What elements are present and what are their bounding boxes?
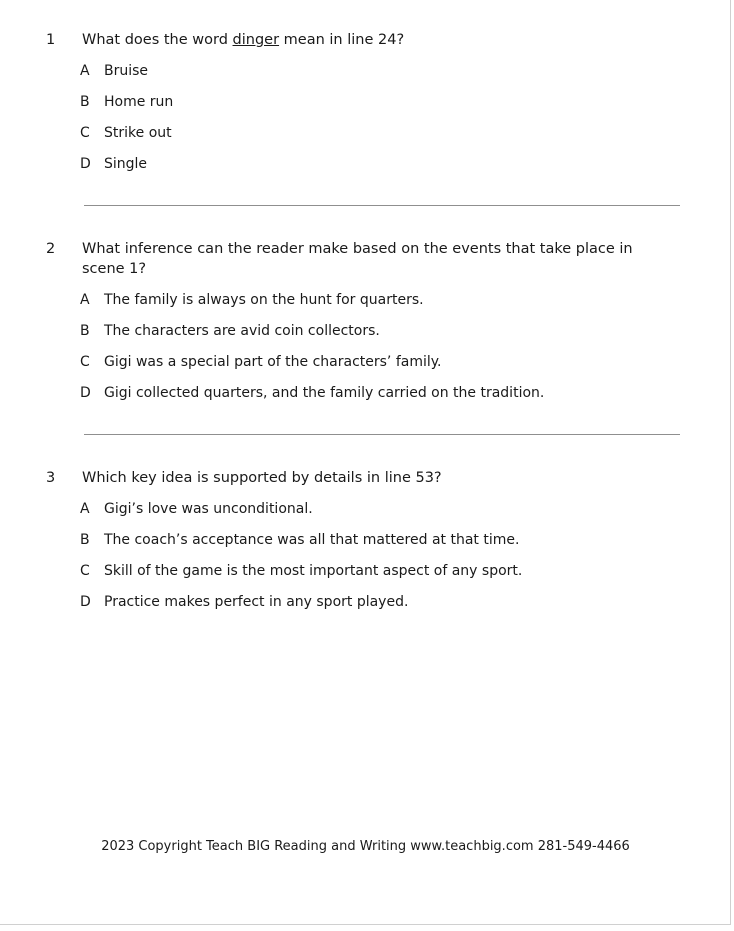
choice-1a-letter: A (80, 63, 90, 79)
choice-3a-letter: A (80, 501, 90, 517)
choice-2c-text: Gigi was a special part of the characters’ family. (104, 354, 442, 370)
choice-3a[interactable] (0, 499, 731, 519)
choice-2d-letter: D (80, 385, 91, 401)
choice-1b-letter: B (80, 94, 90, 110)
choice-1d-letter: D (80, 156, 91, 172)
question-block-1 (0, 0, 731, 174)
choice-2a-text: The family is always on the hunt for quarters. (104, 292, 424, 308)
question-1-heading (0, 30, 731, 50)
spacer-after-question-1 (0, 174, 731, 205)
choice-2b-text: The characters are avid coin collectors. (104, 323, 380, 339)
choice-3d-text: Practice makes perfect in any sport played. (104, 594, 409, 610)
choice-1a[interactable] (0, 61, 731, 81)
choice-1d-text: Single (104, 156, 148, 172)
question-block-3 (0, 435, 731, 612)
question-2-heading (0, 239, 731, 279)
choice-2c[interactable] (0, 352, 731, 372)
question-2-number-text: 2 (46, 241, 56, 257)
choice-2a[interactable] (0, 290, 731, 310)
question-1-prompt (82, 30, 678, 50)
choice-2d[interactable] (0, 383, 731, 403)
choice-1b[interactable] (0, 92, 731, 112)
choice-1b-text: Home run (104, 94, 174, 110)
choice-1c-letter: C (80, 125, 90, 141)
choice-3c-text: Skill of the game is the most important aspect of any sport. (104, 563, 523, 579)
choice-1c-text: Strike out (104, 125, 172, 141)
question-3-number-text: 3 (46, 470, 56, 486)
choice-3d-letter: D (80, 594, 91, 610)
question-2-prompt: What inference can the reader make based on the events that take place in scene 1? (82, 241, 633, 277)
choice-3c[interactable] (0, 561, 731, 581)
choice-3d[interactable] (0, 592, 731, 612)
choice-2b-letter: B (80, 323, 90, 339)
choice-3b[interactable] (0, 530, 731, 550)
question-block-2 (0, 206, 731, 403)
choice-3b-text: The coach’s acceptance was all that mattered at that time. (104, 532, 520, 548)
choice-2a-letter: A (80, 292, 90, 308)
choice-1a-text: Bruise (104, 63, 149, 79)
question-1-prompt-part2: mean in line 24? (279, 32, 405, 48)
spacer-after-question-2 (0, 403, 731, 434)
choice-2d-text: Gigi collected quarters, and the family carried on the tradition. (104, 385, 545, 401)
question-3-prompt: Which key idea is supported by details in line 53? (82, 470, 442, 486)
question-2-number (0, 239, 82, 259)
question-2-choices (0, 290, 731, 403)
choice-1c[interactable] (0, 123, 731, 143)
question-3-choices (0, 499, 731, 612)
choice-2c-letter: C (80, 354, 90, 370)
question-1-number-text: 1 (46, 32, 56, 48)
choice-2b[interactable] (0, 321, 731, 341)
question-1-prompt-part1: What does the word (82, 32, 233, 48)
question-1-prompt-underlined-term: dinger (232, 32, 280, 48)
question-3-number (0, 468, 82, 488)
choice-1d[interactable] (0, 154, 731, 174)
choice-3c-letter: C (80, 563, 90, 579)
question-3-heading (0, 468, 731, 488)
question-1-choices (0, 61, 731, 174)
question-1-number (0, 30, 82, 50)
copyright-text: 2023 Copyright Teach BIG Reading and Writing www.teachbig.com 281-549-4466 (101, 839, 630, 854)
page-footer (0, 838, 731, 856)
choice-3b-letter: B (80, 532, 90, 548)
choice-3a-text: Gigi’s love was unconditional. (104, 501, 313, 517)
